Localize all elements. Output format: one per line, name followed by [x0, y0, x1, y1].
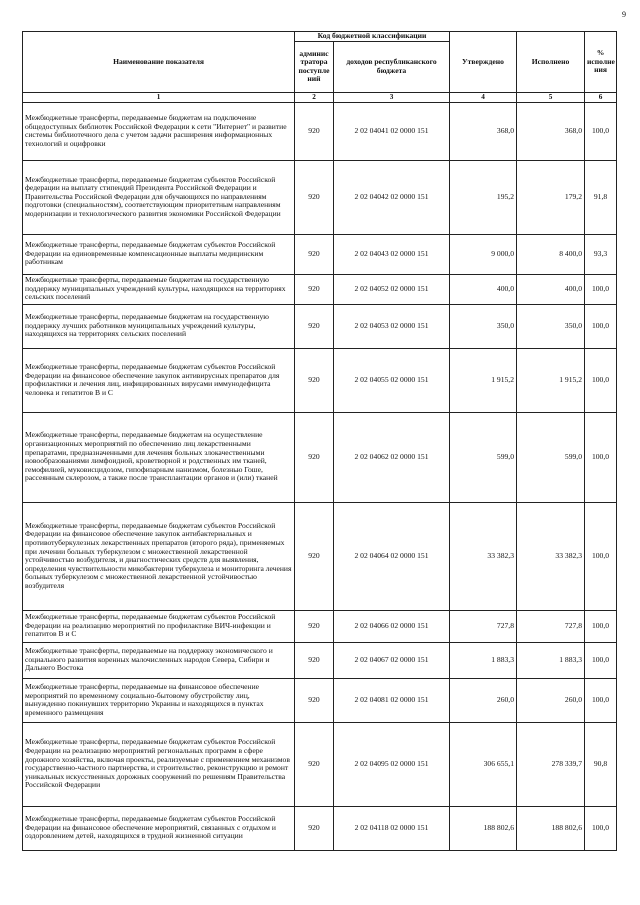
- admin-code: 920: [295, 234, 334, 274]
- indicator-name: Межбюджетные трансферты, передаваемые бюджетам на осуществление организационных мероприятий по обеспечению лиц лекарственными препаратами, предназначенными для лечения больных злокачественными новообразованиями лимфоидной, кроветворной и родственных им тканей, гемофилией, муковисцидозом, гипофизарным нанизмом, болезнью Гоше, рассеянным склерозом, а также после трансплантации органов и (или) тканей: [23, 412, 295, 502]
- column-number: 2: [295, 93, 334, 103]
- table-row: [23, 234, 617, 274]
- approved-value: 188 802,6: [450, 806, 517, 850]
- percent-value: 90,8: [585, 722, 617, 806]
- indicator-name: Межбюджетные трансферты, передаваемые бюджетам на подключение общедоступных библиотек Российской Федерации к сети "Интернет" и развитие системы библиотечного дела с учетом задачи расширения информационных технологий и оцифровки: [23, 102, 295, 160]
- approved-value: 400,0: [450, 274, 517, 304]
- header-admin: админис тратора поступле ний: [295, 41, 334, 92]
- approved-value: 350,0: [450, 304, 517, 348]
- column-numbers-row: [23, 93, 617, 103]
- percent-value: 100,0: [585, 678, 617, 722]
- executed-value: 400,0: [517, 274, 585, 304]
- executed-value: 278 339,7: [517, 722, 585, 806]
- approved-value: 195,2: [450, 160, 517, 234]
- income-code: 2 02 04041 02 0000 151: [334, 102, 450, 160]
- admin-code: 920: [295, 502, 334, 610]
- income-code: 2 02 04066 02 0000 151: [334, 610, 450, 642]
- header-percent: % исполне ния: [585, 32, 617, 93]
- income-code: 2 02 04064 02 0000 151: [334, 502, 450, 610]
- indicator-name: Межбюджетные трансферты, передаваемые бюджетам субъектов Российской Федерации на единовременные компенсационные выплаты медицинским работникам: [23, 234, 295, 274]
- executed-value: 368,0: [517, 102, 585, 160]
- indicator-name: Межбюджетные трансферты, передаваемые бюджетам субъектов Российской Федерации на финансовое обеспечение закупок антибактериальных и противотуберкулезных лекарственных препаратов (второго ряда), применяемых при лечении больных туберкулезом с множественной лекарственной устойчивостью возбудителя, и диагностических средств для выявления, определения чувствительности микобактерии туберкулеза и мониторинга лечения больных туберкулезом с множественной лекарственной устойчивостью возбудителя: [23, 502, 295, 610]
- approved-value: 1 883,3: [450, 642, 517, 678]
- approved-value: 368,0: [450, 102, 517, 160]
- table-row: [23, 160, 617, 234]
- executed-value: 179,2: [517, 160, 585, 234]
- admin-code: 920: [295, 722, 334, 806]
- executed-value: 188 802,6: [517, 806, 585, 850]
- percent-value: 93,3: [585, 234, 617, 274]
- approved-value: 33 382,3: [450, 502, 517, 610]
- percent-value: 100,0: [585, 412, 617, 502]
- percent-value: 100,0: [585, 304, 617, 348]
- admin-code: 920: [295, 642, 334, 678]
- table-row: [23, 642, 617, 678]
- admin-code: 920: [295, 160, 334, 234]
- column-number: 6: [585, 93, 617, 103]
- table-row: [23, 304, 617, 348]
- executed-value: 260,0: [517, 678, 585, 722]
- income-code: 2 02 04052 02 0000 151: [334, 274, 450, 304]
- executed-value: 727,8: [517, 610, 585, 642]
- income-code: 2 02 04053 02 0000 151: [334, 304, 450, 348]
- percent-value: 100,0: [585, 806, 617, 850]
- income-code: 2 02 04062 02 0000 151: [334, 412, 450, 502]
- income-code: 2 02 04118 02 0000 151: [334, 806, 450, 850]
- approved-value: 9 000,0: [450, 234, 517, 274]
- income-code: 2 02 04095 02 0000 151: [334, 722, 450, 806]
- table-row: [23, 502, 617, 610]
- indicator-name: Межбюджетные трансферты, передаваемые бюджетам на государственную поддержку лучших работников муниципальных учреждений культуры, находящихся на территориях сельских поселений: [23, 304, 295, 348]
- header-name: Наименование показателя: [23, 32, 295, 93]
- column-number: 3: [334, 93, 450, 103]
- indicator-name: Межбюджетные трансферты, передаваемые бюджетам субъектов Российской федерации на выплату стипендий Президента Российской Федерации и Правительства Российской Федерации для обучающихся по направлениям подготовки (специальностям), соответствующим приоритетным направлениям модернизации и технологического развития экономики Российской Федерации: [23, 160, 295, 234]
- admin-code: 920: [295, 412, 334, 502]
- indicator-name: Межбюджетные трансферты, передаваемые на поддержку экономического и социального развития коренных малочисленных народов Севера, Сибири и Дальнего Востока: [23, 642, 295, 678]
- table-row: [23, 348, 617, 412]
- indicator-name: Межбюджетные трансферты, передаваемые бюджетам субъектов Российской Федерации на реализацию мероприятий региональных программ в сфере дорожного хозяйства, включая проекты, реализуемые с применением механизмов государственно-частного партнерства, и строительство, реконструкцию и ремонт уникальных искусственных дорожных сооружений по решениям Правительства Российской Федерации: [23, 722, 295, 806]
- indicator-name: Межбюджетные трансферты, передаваемые бюджетам на государственную поддержку муниципальных учреждений культуры, находящихся на территориях сельских поселений: [23, 274, 295, 304]
- admin-code: 920: [295, 678, 334, 722]
- column-number: 1: [23, 93, 295, 103]
- income-code: 2 02 04081 02 0000 151: [334, 678, 450, 722]
- page-number: 9: [622, 10, 626, 19]
- percent-value: 100,0: [585, 348, 617, 412]
- header-income: доходов республиканского бюджета: [334, 41, 450, 92]
- percent-value: 100,0: [585, 610, 617, 642]
- income-code: 2 02 04042 02 0000 151: [334, 160, 450, 234]
- executed-value: 33 382,3: [517, 502, 585, 610]
- admin-code: 920: [295, 610, 334, 642]
- executed-value: 1 883,3: [517, 642, 585, 678]
- executed-value: 350,0: [517, 304, 585, 348]
- table-row: [23, 412, 617, 502]
- indicator-name: Межбюджетные трансферты, передаваемые на финансовое обеспечение мероприятий по временному социально-бытовому обустройству лиц, вынужденно покинувших территорию Украины и находящихся в пунктах временного размещения: [23, 678, 295, 722]
- approved-value: 599,0: [450, 412, 517, 502]
- table-row: [23, 610, 617, 642]
- approved-value: 1 915,2: [450, 348, 517, 412]
- column-number: 4: [450, 93, 517, 103]
- table-row: [23, 102, 617, 160]
- admin-code: 920: [295, 102, 334, 160]
- income-code: 2 02 04055 02 0000 151: [334, 348, 450, 412]
- header-approved: Утверждено: [450, 32, 517, 93]
- indicator-name: Межбюджетные трансферты, передаваемые бюджетам субъектов Российской Федерации на реализацию мероприятий по профилактике ВИЧ-инфекции и гепатитов В и С: [23, 610, 295, 642]
- table-row: [23, 678, 617, 722]
- admin-code: 920: [295, 806, 334, 850]
- approved-value: 727,8: [450, 610, 517, 642]
- admin-code: 920: [295, 274, 334, 304]
- percent-value: 100,0: [585, 102, 617, 160]
- budget-table: [22, 31, 617, 851]
- executed-value: 599,0: [517, 412, 585, 502]
- percent-value: 100,0: [585, 642, 617, 678]
- admin-code: 920: [295, 348, 334, 412]
- approved-value: 260,0: [450, 678, 517, 722]
- indicator-name: Межбюджетные трансферты, передаваемые бюджетам субъектов Российской Федерации на финансовое обеспечение закупок антивирусных препаратов для профилактики и лечения лиц, инфицированных вирусами иммунодефицита человека и гепатитов В и С: [23, 348, 295, 412]
- executed-value: 1 915,2: [517, 348, 585, 412]
- table-row: [23, 722, 617, 806]
- header-executed: Исполнено: [517, 32, 585, 93]
- percent-value: 100,0: [585, 502, 617, 610]
- income-code: 2 02 04067 02 0000 151: [334, 642, 450, 678]
- percent-value: 100,0: [585, 274, 617, 304]
- executed-value: 8 400,0: [517, 234, 585, 274]
- header-code-group: Код бюджетной классификации: [295, 32, 450, 42]
- income-code: 2 02 04043 02 0000 151: [334, 234, 450, 274]
- table-row: [23, 806, 617, 850]
- approved-value: 306 655,1: [450, 722, 517, 806]
- indicator-name: Межбюджетные трансферты, передаваемые бюджетам субъектов Российской Федерации на финансовое обеспечение мероприятий, связанных с отдыхом и оздоровлением детей, находящихся в трудной жизненной ситуации: [23, 806, 295, 850]
- percent-value: 91,8: [585, 160, 617, 234]
- table-row: [23, 274, 617, 304]
- admin-code: 920: [295, 304, 334, 348]
- column-number: 5: [517, 93, 585, 103]
